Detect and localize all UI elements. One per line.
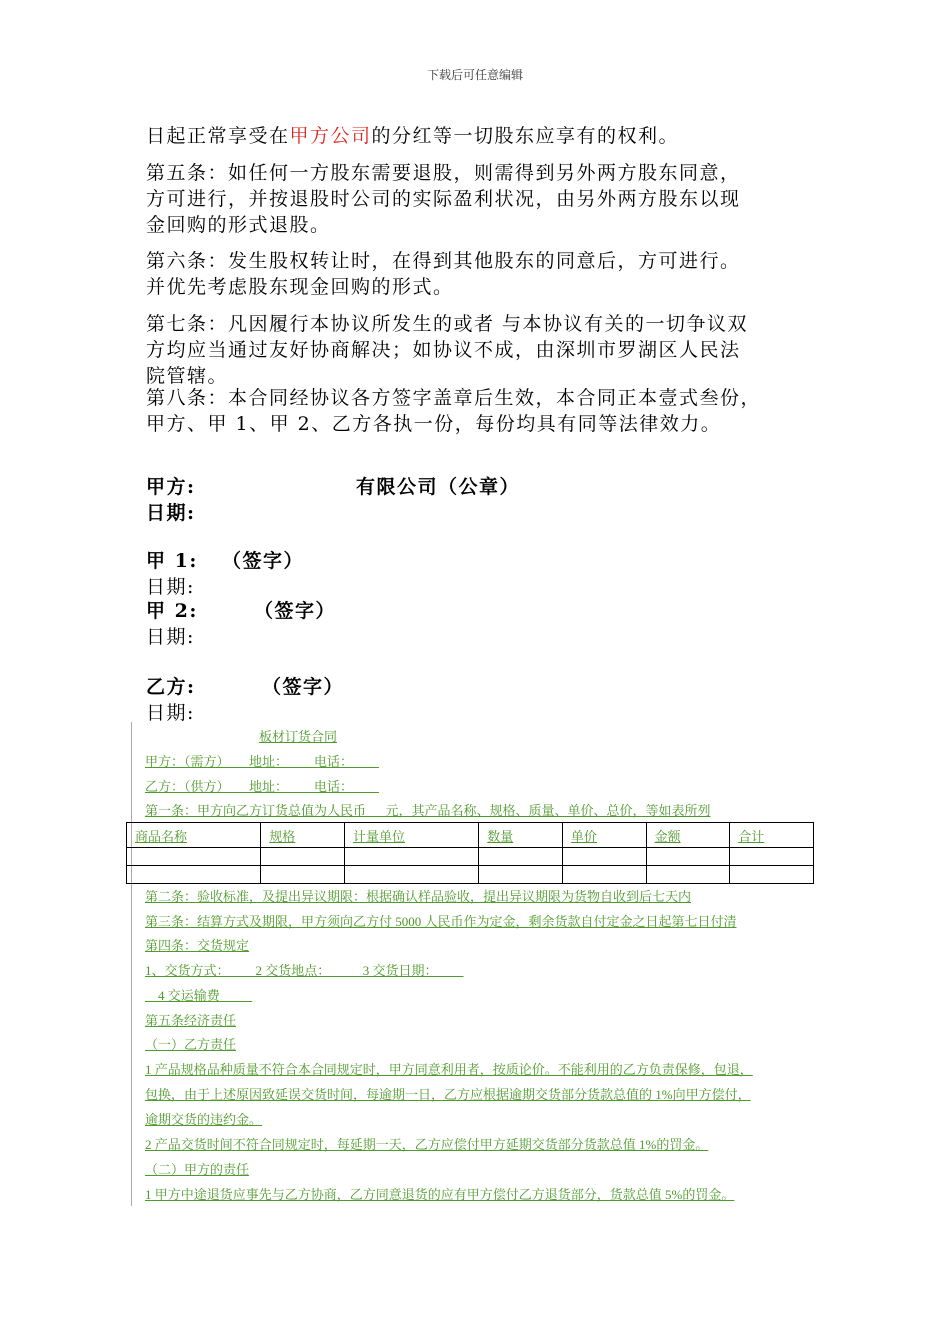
- party-a-company: 有限公司（公章）: [356, 476, 521, 498]
- delivery-line-1: 1、交货方式： 2 交货地点： 3 交货日期：: [145, 963, 464, 978]
- contract2-article-3: 第三条：结算方式及期限，甲方须向乙方付 5000 人民币作为定金，剩余货款自付定金之日起第七日付清: [145, 914, 737, 929]
- table-header-cell: 商品名称: [127, 823, 261, 848]
- table-cell: [261, 848, 345, 866]
- a1-label: 甲 1:: [146, 550, 198, 572]
- table-cell: [344, 866, 478, 884]
- margin-line: [131, 722, 132, 1206]
- delivery-line-2: 4 交运输费: [145, 988, 253, 1003]
- table-header-row: [127, 823, 814, 848]
- table-header-cell: 计量单位: [344, 823, 478, 848]
- a1-sign: （签字）: [222, 550, 305, 572]
- table-cell: [730, 848, 814, 866]
- table-header-cell: 数量: [479, 823, 563, 848]
- a1-date: 日期:: [146, 576, 195, 598]
- party-a-date: 日期:: [146, 502, 196, 524]
- article-8-line: 第八条：本合同经协议各方签字盖章后生效，本合同正本壹式叁份，: [146, 387, 762, 409]
- contract2-article-2: 第二条：验收标准，及提出异议期限：根据确认样品验收，提出异议期限为货物自收到后七天内: [145, 889, 692, 904]
- party-b-label: 乙方:: [146, 676, 196, 698]
- section-party-b: （一）乙方责任: [145, 1037, 237, 1052]
- article-8: [146, 385, 836, 437]
- article-6-line: 并优先考虑股东现金回购的形式。: [146, 276, 454, 298]
- seller-line: 乙方：（供方） 地址： 电话：: [145, 779, 380, 794]
- table-header-cell: 单价: [562, 823, 646, 848]
- clause-continuation: [146, 123, 836, 149]
- table-cell: [479, 866, 563, 884]
- party-b-clause-1: 逾期交货的违约金。: [145, 1112, 263, 1127]
- party-a-label: 甲方:: [146, 476, 196, 498]
- a2-sign: （签字）: [254, 600, 337, 622]
- page-header: 下载后可任意编辑: [426, 68, 523, 82]
- clause-prefix: 日起正常享受在: [146, 125, 290, 147]
- article-7: [146, 311, 836, 389]
- party-b-clause-1: 包换，由于上述原因致延误交货时间，每逾期一日，乙方应根据逾期交货部分货款总值的 1%向甲方偿付，: [145, 1087, 751, 1102]
- contract2-article-4: 第四条：交货规定: [145, 938, 250, 953]
- buyer-line: 甲方：（需方） 地址： 电话：: [145, 754, 380, 769]
- contract2-article-1: 第一条：甲方向乙方订货总值为人民币 元，其产品名称、规格、质量、单价、总价，等如表所列: [145, 803, 711, 818]
- article-5-line: 方可进行，并按退股时公司的实际盈利状况，由另外两方股东以现: [146, 188, 741, 210]
- article-7-line: 院管辖。: [146, 365, 229, 387]
- article-7-line: 方均应当通过友好协商解决；如协议不成，由深圳市罗湖区人民法: [146, 339, 741, 361]
- table-row: [127, 848, 814, 866]
- clause-suffix: 的分红等一切股东应享有的权利。: [371, 125, 680, 147]
- table-header-cell: 合计: [730, 823, 814, 848]
- table-cell: [730, 866, 814, 884]
- table-cell: [562, 848, 646, 866]
- party-b-date: 日期:: [146, 702, 195, 724]
- article-5: [146, 160, 836, 238]
- contract2-article-5: 第五条经济责任: [145, 1013, 237, 1028]
- article-5-line: 第五条：如任何一方股东需要退股，则需得到另外两方股东同意，: [146, 162, 741, 184]
- table-cell: [127, 848, 261, 866]
- party-b-clause-2: 2 产品交货时间不符合同规定时，每延期一天，乙方应偿付甲方延期交货部分货款总值 1%的罚金。: [145, 1137, 709, 1152]
- article-5-line: 金回购的形式退股。: [146, 214, 331, 236]
- table-header-cell: 规格: [261, 823, 345, 848]
- party-b-clause-1: 1 产品规格品种质量不符合本合同规定时，甲方同意利用者，按质论价。不能利用的乙方负责保修，包退，: [145, 1062, 753, 1077]
- table-cell: [127, 866, 261, 884]
- table-cell: [261, 866, 345, 884]
- table-cell: [479, 848, 563, 866]
- article-6-line: 第六条：发生股权转让时，在得到其他股东的同意后，方可进行。: [146, 250, 741, 272]
- a2-date: 日期:: [146, 626, 195, 648]
- section-party-a: （二）甲方的责任: [145, 1162, 250, 1177]
- article-8-line: 甲方、甲 1、甲 2、乙方各执一份，每份均具有同等法律效力。: [146, 413, 722, 435]
- table-row: [127, 866, 814, 884]
- party-b-sign: （签字）: [262, 676, 345, 698]
- order-table: [126, 822, 814, 884]
- a2-label: 甲 2:: [146, 600, 198, 622]
- table-header-cell: 金额: [646, 823, 730, 848]
- party-a-clause-1: 1 甲方中途退货应事先与乙方协商，乙方同意退货的应有甲方偿付乙方退货部分，货款总值 5%的罚金。: [145, 1187, 735, 1202]
- article-7-line: 第七条：凡因履行本协议所发生的或者 与本协议有关的一切争议双: [146, 313, 749, 335]
- table-cell: [646, 848, 730, 866]
- table-cell: [646, 866, 730, 884]
- table-cell: [562, 866, 646, 884]
- company-highlight: 甲方公司: [289, 125, 372, 147]
- contract2-title: 板材订货合同: [259, 729, 338, 744]
- table-cell: [344, 848, 478, 866]
- article-6: [146, 248, 836, 300]
